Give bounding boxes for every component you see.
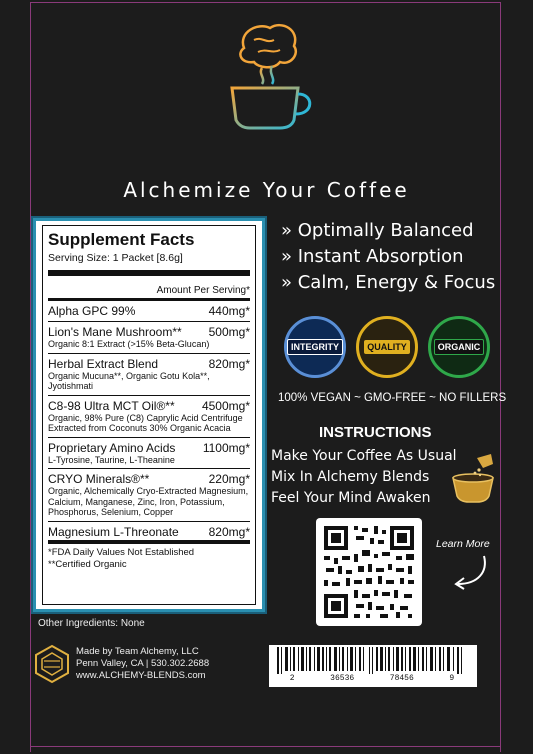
instructions-title: INSTRUCTIONS bbox=[319, 424, 432, 441]
amount-per-serving-header: Amount Per Serving* bbox=[48, 276, 250, 301]
ingredient-name: Lion's Mane Mushroom** bbox=[48, 325, 182, 339]
facts-row bbox=[48, 469, 250, 522]
facts-row bbox=[48, 322, 250, 354]
ingredient-name: C8-98 Ultra MCT Oil®** bbox=[48, 398, 175, 413]
supplement-facts-panel bbox=[33, 218, 265, 612]
ingredient-detail: L-Tyrosine, Taurine, L-Theanine bbox=[48, 454, 175, 465]
ingredient-amount: 4500mg* bbox=[201, 398, 250, 413]
product-claims: 100% VEGAN ~ GMO-FREE ~ NO FILLERS bbox=[278, 392, 507, 404]
company-address: Penn Valley, CA | 530.302.2688 bbox=[76, 658, 210, 669]
footnote-organic: **Certified Organic bbox=[48, 559, 127, 570]
ingredient-detail: Organic, Alchemically Cryo-Extracted Magnesium, Calcium, Manganese, Zinc, Iron, Potassium, Phosphorus, Selenium, Copper bbox=[48, 486, 249, 517]
footnote-daily-values: *FDA Daily Values Not Established bbox=[48, 547, 195, 558]
benefit-item: » Instant Absorption bbox=[281, 246, 464, 267]
ingredient-amount: 820mg* bbox=[208, 356, 250, 371]
supplement-facts-inner bbox=[42, 225, 256, 605]
ingredient-amount: 1100mg* bbox=[202, 440, 250, 455]
facts-row bbox=[48, 301, 250, 322]
ingredient-amount: 220mg* bbox=[208, 472, 250, 486]
instruction-step: Feel Your Mind Awaken bbox=[271, 490, 431, 506]
ingredient-name: Magnesium L-Threonate bbox=[48, 524, 179, 539]
ingredient-name: Herbal Extract Blend bbox=[48, 356, 159, 371]
serving-size: Serving Size: 1 Packet [8.6g] bbox=[48, 252, 250, 276]
integrity-badge bbox=[284, 316, 346, 378]
hexagon-logo-icon bbox=[33, 644, 71, 684]
frame-top-line bbox=[30, 2, 500, 3]
instruction-step: Make Your Coffee As Usual bbox=[271, 448, 457, 464]
ingredient-name: Proprietary Amino Acids bbox=[48, 440, 176, 455]
instruction-step: Mix In Alchemy Blends bbox=[271, 469, 430, 485]
facts-row bbox=[48, 438, 250, 470]
barcode-numbers bbox=[272, 674, 472, 683]
benefit-item: » Optimally Balanced bbox=[281, 220, 474, 241]
badge-label: QUALITY bbox=[364, 340, 410, 354]
barcode-digit: 2 bbox=[289, 674, 295, 683]
facts-footnotes bbox=[48, 540, 250, 571]
instructions-list bbox=[271, 446, 457, 509]
ingredient-amount: 440mg* bbox=[208, 304, 250, 318]
facts-row bbox=[48, 396, 250, 438]
ingredient-amount: 820mg* bbox=[208, 524, 250, 539]
quality-badge bbox=[356, 316, 418, 378]
qr-code[interactable] bbox=[316, 518, 422, 626]
ingredient-detail: Organic, 98% Pure (C8) Caprylic Acid Centrifuge Extracted from Coconuts 30% Organic Acacia bbox=[48, 412, 243, 433]
certification-badges bbox=[284, 316, 490, 378]
company-info bbox=[76, 646, 209, 682]
barcode-digit: 9 bbox=[449, 674, 455, 683]
ingredient-name: CRYO Minerals®** bbox=[48, 472, 150, 486]
qr-code-pattern bbox=[316, 518, 422, 626]
benefit-item: » Calm, Energy & Focus bbox=[281, 272, 496, 293]
curved-arrow-icon bbox=[450, 554, 490, 590]
ingredient-detail: Organic 8:1 Extract (>15% Beta-Glucan) bbox=[48, 339, 210, 349]
ingredient-detail: Organic Mucuna**, Organic Gotu Kola**, Jyotishmati bbox=[48, 370, 210, 391]
barcode-bars bbox=[269, 645, 477, 675]
barcode-digit: 78456 bbox=[389, 674, 414, 683]
badge-label: ORGANIC bbox=[434, 339, 485, 355]
benefits-list bbox=[281, 218, 495, 296]
organic-badge bbox=[428, 316, 490, 378]
frame-bottom-line bbox=[30, 746, 500, 747]
brain-coffee-logo bbox=[218, 18, 318, 133]
gold-cup-icon bbox=[447, 452, 499, 504]
frame-right-line bbox=[500, 2, 501, 752]
learn-more-label: Learn More bbox=[436, 538, 490, 550]
ingredient-name: Alpha GPC 99% bbox=[48, 304, 136, 318]
company-website: www.ALCHEMY-BLENDS.com bbox=[76, 670, 206, 681]
facts-title: Supplement Facts bbox=[48, 230, 195, 249]
company-name: Made by Team Alchemy, LLC bbox=[76, 646, 199, 657]
barcode-digit: 36536 bbox=[330, 674, 355, 683]
facts-row bbox=[48, 522, 250, 542]
badge-label: INTEGRITY bbox=[287, 339, 343, 355]
facts-row bbox=[48, 354, 250, 396]
frame-left-line bbox=[30, 2, 31, 752]
ingredient-amount: 500mg* bbox=[208, 325, 250, 339]
tagline: Alchemize Your Coffee bbox=[123, 178, 410, 202]
other-ingredients: Other Ingredients: None bbox=[38, 618, 145, 629]
